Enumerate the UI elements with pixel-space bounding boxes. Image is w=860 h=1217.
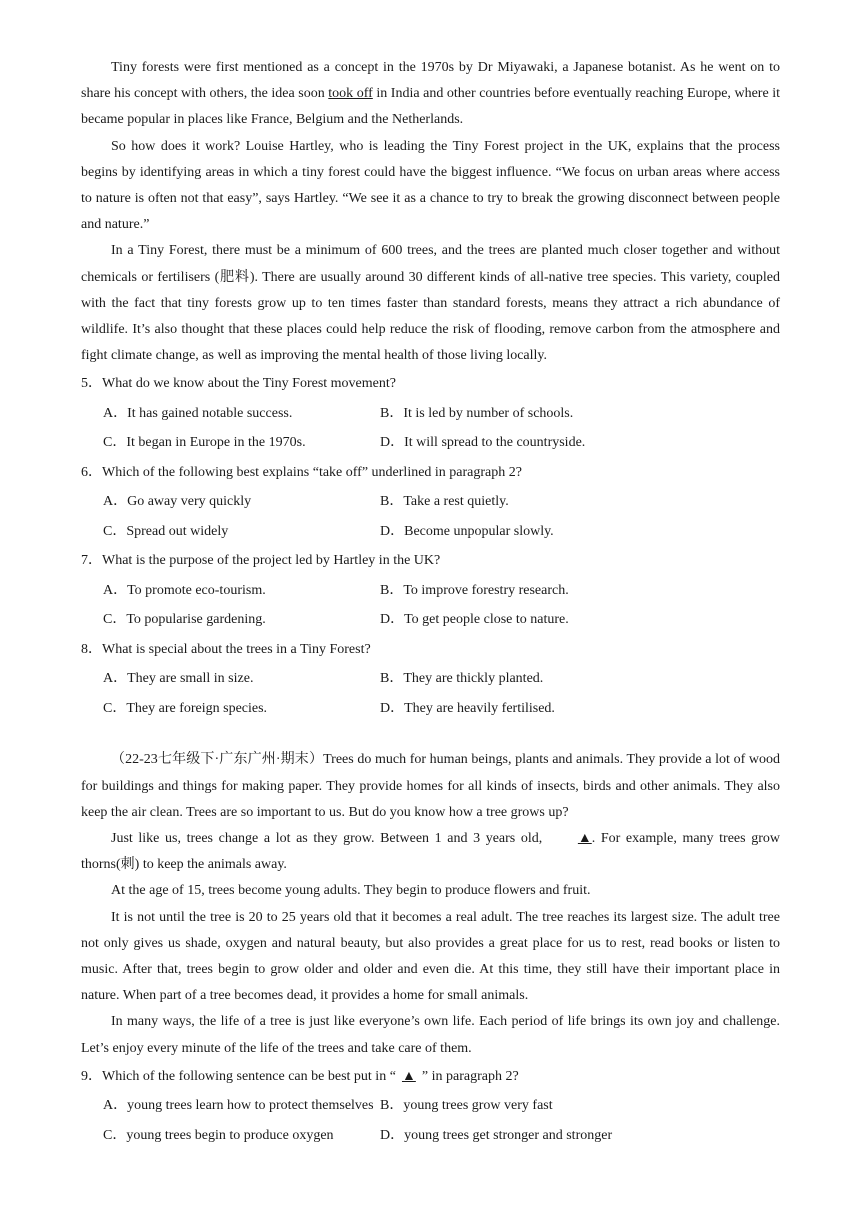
option-d[interactable]: D．Become unpopular slowly. (380, 523, 554, 539)
passage2-paragraph-1: （22-23七年级下·广东广州·期末）Trees do much for human beings, plants and animals. They provide a lot of wood for buildings and things for making paper. They provide homes for all kinds of insects, birds and other animals. They also keep the air clean. Trees are so important to us. But do you know how a tree grows up? (81, 752, 780, 820)
option-a[interactable]: A．It has gained notable success. (103, 405, 293, 421)
underlined-phrase: took off (328, 86, 373, 102)
option-a[interactable]: A．They are small in size. (103, 671, 254, 687)
option-d[interactable]: D．It will spread to the countryside. (380, 435, 586, 451)
option-b[interactable]: B．young trees grow very fast (380, 1098, 553, 1114)
option-a[interactable]: A．To promote eco-tourism. (103, 582, 266, 598)
question-8 (81, 635, 780, 724)
option-b[interactable]: B．They are thickly planted. (380, 671, 544, 687)
option-b[interactable]: B．To improve forestry research. (380, 582, 569, 598)
option-a[interactable]: A．Go away very quickly (103, 494, 252, 510)
question-7 (81, 546, 780, 635)
option-a[interactable]: A．young trees learn how to protect themselves (103, 1098, 374, 1114)
option-c[interactable]: C．To popularise gardening. (103, 612, 266, 628)
question-9 (81, 1062, 780, 1151)
option-d[interactable]: D．young trees get stronger and stronger (380, 1127, 613, 1143)
question-stem: 8．What is special about the trees in a Tiny Forest? (81, 641, 371, 657)
option-d[interactable]: D．To get people close to nature. (380, 612, 569, 628)
passage1-paragraph-1: Tiny forests were first mentioned as a concept in the 1970s by Dr Miyawaki, a Japanese botanist. As he went on to share his concept with others, the idea soon took off in India and other countries before eventually reaching Europe, where it became popular in places like France, Belgium and the Netherlands. (81, 60, 780, 128)
passage1-paragraph-2: So how does it work? Louise Hartley, who is leading the Tiny Forest project in the UK, explains that the process begins by identifying areas in which a tiny forest could have the biggest influence. “We focus on urban areas where access to nature is often not that easy”, says Hartley. “We see it as a chance to try to break the growing disconnect between people and nature.” (81, 138, 780, 233)
section-gap (81, 723, 780, 747)
option-b[interactable]: B．Take a rest quietly. (380, 494, 509, 510)
option-b[interactable]: B．It is led by number of schools. (380, 405, 574, 421)
passage2-paragraph-4: It is not until the tree is 20 to 25 years old that it becomes a real adult. The tree reaches its largest size. The adult tree not only gives us shade, oxygen and natural beauty, but also provides a great place for us to rest, read books or listen to music. After that, trees begin to grow older and older and even die. At this time, they still have their important place in nature. When part of a tree becomes dead, it provides a home for small animals. (81, 909, 780, 1004)
option-d[interactable]: D．They are heavily fertilised. (380, 700, 555, 716)
option-c[interactable]: C．They are foreign species. (103, 700, 268, 716)
passage1-paragraph-3: In a Tiny Forest, there must be a minimum of 600 trees, and the trees are planted much closer together and without chemicals or fertilisers (肥料). There are usually around 30 different kinds of all-native tree species. This variety, coupled with the fact that tiny forests grow up to ten times faster than standard forests, means they attract a rich abundance of wildlife. It’s also thought that these places could help reduce the risk of flooding, remove carbon from the atmosphere and fight climate change, as well as improving the mental health of those living locally. (81, 243, 780, 364)
blank-marker: ▲ (577, 831, 592, 847)
option-c[interactable]: C．Spread out widely (103, 523, 229, 539)
question-stem: 5．What do we know about the Tiny Forest movement? (81, 376, 396, 392)
question-stem: 6．Which of the following best explains “take off” underlined in paragraph 2? (81, 464, 522, 480)
passage2-paragraph-2: Just like us, trees change a lot as they grow. Between 1 and 3 years old, ▲. For example, many trees grow thorns(刺) to keep the animals away. (81, 826, 780, 878)
blank-marker: ▲ (401, 1068, 416, 1084)
question-stem: 9．Which of the following sentence can be best put in “ ▲ ” in paragraph 2? (81, 1062, 780, 1092)
question-5 (81, 369, 780, 458)
source-label: （22-23七年级下·广东广州·期末） (111, 752, 324, 768)
question-stem: 7．What is the purpose of the project led by Hartley in the UK? (81, 553, 441, 569)
passage2-paragraph-3: At the age of 15, trees become young adults. They begin to produce flowers and fruit. (111, 883, 591, 899)
passage2-paragraph-5: In many ways, the life of a tree is just like everyone’s own life. Each period of life brings its own joy and challenge. Let’s enjoy every minute of the life of the trees and take care of them. (81, 1014, 780, 1056)
option-c[interactable]: C．It began in Europe in the 1970s. (103, 435, 306, 451)
document-page (81, 55, 780, 1150)
option-c[interactable]: C．young trees begin to produce oxygen (103, 1127, 334, 1143)
question-6 (81, 458, 780, 547)
